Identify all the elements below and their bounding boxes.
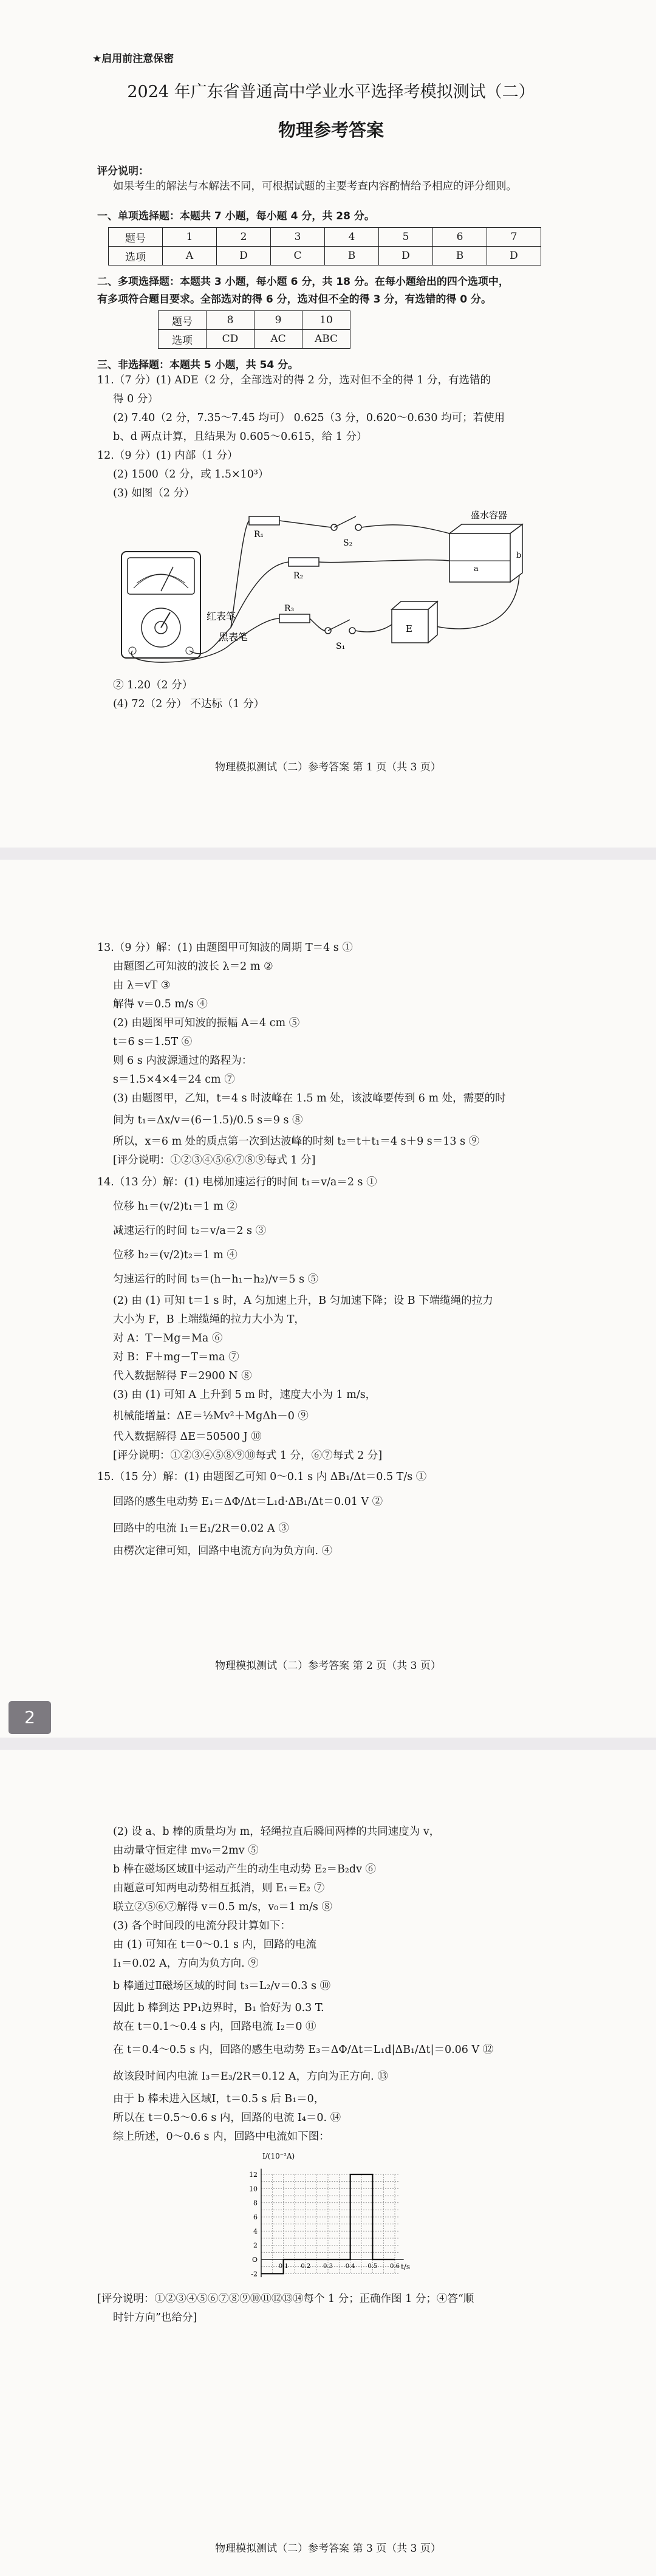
svg-text:S₁: S₁ [336,642,346,651]
chart-y-axis-label: I/(10⁻²A) [262,2152,295,2160]
q14-scoring: [评分说明：①②③④⑤⑧⑨⑩每式 1 分，⑥⑦每式 2 分] [113,1450,383,1462]
chart-x-tick-label: 0.3 [323,2263,333,2270]
confidential-mark: ★启用前注意保密 [92,53,174,65]
svg-text:a: a [474,564,479,574]
q15-line: 由 (1) 可知在 t＝0～0.1 s 内，回路的电流 [113,1939,317,1951]
chart-x-tick-label: 0.1 [278,2263,289,2270]
table-row [159,311,350,330]
q15-line: 由题意可知两电动势相互抵消，则 E₁＝E₂ ⑦ [113,1882,325,1894]
q12-line-5: (4) 72（2 分） 不达标（1 分） [113,698,265,710]
chart-grid [261,2174,399,2273]
table-cell: 3 [271,228,325,247]
water-container [449,510,522,582]
q12-line-4: ② 1.20（2 分） [113,679,193,691]
circuit-diagram [85,503,553,676]
chart-y-tick-label: -2 [251,2270,258,2278]
q14-line: (2) 由 (1) 可知 t＝1 s 时，A 匀加速上升，B 匀加速下降；设 B 下端缆绳的拉力 [113,1295,493,1307]
q15-line: 由楞次定律可知，回路中电流方向为负方向. ④ [113,1545,333,1557]
table-cell: A [163,247,217,265]
q13-scoring: [评分说明：①②③④⑤⑥⑦⑧⑨每式 1 分] [113,1154,316,1166]
q13-line: t＝6 s＝1.5T ⑥ [113,1036,193,1048]
q14-line: 14.（13 分）解：(1) 电梯加速运行的时间 t₁＝v/a＝2 s ① [97,1176,377,1188]
section1-heading: 一、单项选择题：本题共 7 小题，每小题 4 分，共 28 分。 [97,210,375,222]
q15-scoring-2: 时针方向”也给分] [113,2312,197,2324]
resistor-r2 [289,558,319,581]
svg-text:R₁: R₁ [254,530,264,540]
q15-line: I₁＝0.02 A，方向为负方向. ⑨ [113,1958,259,1970]
exam-title: 2024 年广东省普通高中学业水平选择考模拟测试（二） [127,83,535,101]
q11-line-1: 11.（7 分）(1) ADE（2 分，全部选对的得 2 分，选对但不全的得 1 分，有选错的 [97,374,491,386]
scoring-notes-body: 如果考生的解法与本解法不同，可根据试题的主要考查内容酌情给予相应的评分细则。 [113,180,517,193]
q13-line: 13.（9 分）解：(1) 由题图甲可知波的周期 T＝4 s ① [97,942,353,954]
q11-line-4: b、d 两点计算，且结果为 0.605～0.615，给 1 分） [113,431,367,443]
q15-line: 由于 b 棒未进入区域Ⅰ，t＝0.5 s 后 B₁＝0， [113,2093,325,2105]
q14-line: (3) 由 (1) 可知 A 上升到 5 m 时，速度大小为 1 m/s， [113,1389,377,1401]
table-cell: 题号 [109,228,163,247]
chart-y-tick-label: 2 [253,2241,258,2250]
q15-line: b 棒在磁场区域Ⅱ中运动产生的动生电动势 E₂＝B₂dv ⑥ [113,1863,377,1875]
q15-line: 联立②⑤⑥⑦解得 v＝0.5 m/s，v₀＝1 m/s ⑧ [113,1901,332,1913]
q14-line: 位移 h₁＝(v/2)t₁＝1 m ② [113,1201,237,1213]
q14-line: 对 B：F＋mg－T＝ma ⑦ [113,1351,239,1363]
q14-line: 代入数据解得 F＝2900 N ⑧ [113,1370,252,1382]
table-cell: D [487,247,541,265]
table-cell: 2 [217,228,271,247]
q14-line: 机械能增量：ΔE＝½Mv²＋MgΔh－0 ⑨ [113,1410,309,1422]
table-cell: D [217,247,271,265]
chart-y-tick-label: 6 [253,2213,258,2221]
q15-scoring-1: [评分说明：①②③④⑤⑥⑦⑧⑨⑩⑪⑫⑬⑭每个 1 分；正确作图 1 分；④答“顺 [97,2293,474,2305]
table-cell: B [433,247,487,265]
q13-line: (3) 由题图甲，乙知，t＝4 s 时波峰在 1.5 m 处，该波峰要传到 6 m 处，需要的时 [113,1092,506,1105]
answer-title: 物理参考答案 [278,120,384,140]
q15-line: 回路中的电流 I₁＝E₁/2R＝0.02 A ③ [113,1523,289,1535]
q14-line: 位移 h₂＝(v/2)t₂＝1 m ④ [113,1249,237,1261]
q15-line: 综上所述，0～0.6 s 内，回路中电流如下图： [113,2131,330,2143]
table-cell: 题号 [159,311,207,330]
page-footer-3: 物理模拟测试（二）参考答案 第 3 页（共 3 页） [215,2543,441,2555]
q13-line: 由题图乙可知波的波长 λ＝2 m ② [113,961,273,973]
resistor-r3 [279,604,310,623]
table-row [159,330,350,349]
current-time-chart [225,2150,419,2290]
chart-y-tick-label: O [251,2256,258,2264]
table-cell: 选项 [109,247,163,265]
q14-line: 对 A：T－Mg＝Ma ⑥ [113,1332,223,1345]
chart-x-tick-label: 0.2 [301,2263,311,2270]
chart-x-axis-label: t/s [401,2263,411,2271]
q15-line: 15.（15 分）解：(1) 由题图乙可知 0～0.1 s 内 ΔB₁/Δt＝0.5 T/s ① [97,1471,427,1483]
table-cell: 9 [255,311,302,330]
q12-line-1: 12.（9 分）(1) 内部（1 分） [97,450,238,462]
chart-x-tick-label: 0.5 [367,2263,378,2270]
chart-y-tick-label: 10 [249,2185,258,2193]
multimeter [121,552,200,658]
page-1 [0,0,656,848]
chart-ticks [249,2171,400,2278]
chart-axes [261,2169,404,2278]
table-cell: ABC [302,330,350,349]
q15-line: 由动量守恒定律 mv₀＝2mv ⑤ [113,1845,259,1857]
section2-heading-1: 二、多项选择题：本题共 3 小题，每小题 6 分，共 18 分。在每小题给出的四个选项中， [97,276,509,288]
section2-heading-2: 有多项符合题目要求。全部选对的得 6 分，选对但不全的得 3 分，有选错的得 0 分。 [97,293,491,306]
page-2 [0,860,656,1738]
svg-text:S₂: S₂ [343,538,353,548]
table-cell: D [379,247,433,265]
resistor-r1 [249,516,279,540]
red-lead-label: 红表笔 [207,611,236,622]
q14-line: 减速运行的时间 t₂＝v/a＝2 s ③ [113,1225,267,1237]
chart-y-tick-label: 12 [249,2171,258,2179]
table-cell: C [271,247,325,265]
svg-text:R₃: R₃ [284,604,295,614]
answer-table-2 [158,310,350,349]
page-footer-2: 物理模拟测试（二）参考答案 第 2 页（共 3 页） [215,1660,441,1672]
chart-x-tick-label: 0.6 [390,2263,400,2270]
table-cell: B [325,247,379,265]
battery-e [392,601,437,643]
table-cell: 4 [325,228,379,247]
q14-line: 大小为 F，B 上端缆绳的拉力大小为 T， [113,1314,305,1326]
q12-line-3: (3) 如图（2 分） [113,487,195,499]
chart-y-tick-label: 4 [253,2227,258,2236]
q13-line: s＝1.5×4×4＝24 cm ⑦ [113,1074,235,1086]
q15-line: 回路的感生电动势 E₁＝ΔΦ/Δt＝L₁d·ΔB₁/Δt＝0.01 V ② [113,1496,383,1508]
table-cell: AC [255,330,302,349]
q11-line-3: (2) 7.40（2 分，7.35～7.45 均可） 0.625（3 分，0.620～0.630 均可；若使用 [113,412,505,424]
q15-line: (2) 设 a、b 棒的质量均为 m，轻绳拉直后瞬间两棒的共同速度为 v， [113,1826,440,1838]
chart-y-tick-label: 8 [253,2199,258,2207]
page-footer-1: 物理模拟测试（二）参考答案 第 1 页（共 3 页） [215,761,441,773]
q13-line: (2) 由题图甲可知波的振幅 A＝4 cm ⑤ [113,1017,300,1029]
table-cell: CD [207,330,255,349]
q11-line-2: 得 0 分） [113,393,159,405]
black-lead-label: 黑表笔 [219,631,248,643]
table-cell: 10 [302,311,350,330]
q15-line: 因此 b 棒到达 PP₁边界时，B₁ 恰好为 0.3 T. [113,2002,324,2014]
q15-line: 在 t＝0.4～0.5 s 内，回路的感生电动势 E₃＝ΔΦ/Δt＝L₁d|ΔB₁/Δt|＝0.06 V ⑫ [113,2044,494,2056]
q13-line: 间为 t₁＝Δx/v＝(6－1.5)/0.5 s＝9 s ⑧ [113,1114,303,1126]
table-row [109,228,541,247]
q13-line: 所以，x＝6 m 处的质点第一次到达波峰的时刻 t₂＝t＋t₁＝4 s＋9 s＝13 s ⑨ [113,1136,480,1148]
q12-line-2: (2) 1500（2 分，或 1.5×10³） [113,468,269,481]
section3-heading: 三、非选择题：本题共 5 小题，共 54 分。 [97,359,299,371]
q13-line: 解得 v＝0.5 m/s ④ [113,998,208,1010]
page-number-badge: 2 [9,1701,51,1734]
q15-line: 所以在 t＝0.5～0.6 s 内，回路的电流 I₄＝0. ⑭ [113,2112,341,2124]
q13-line: 则 6 s 内波源通过的路程为： [113,1055,253,1067]
svg-text:R₂: R₂ [293,571,304,581]
q15-line: (3) 各个时间段的电流分段计算如下： [113,1920,291,1932]
chart-x-tick-label: 0.4 [345,2263,355,2270]
q15-line: b 棒通过Ⅱ磁场区域的时间 t₃＝L₂/v＝0.3 s ⑩ [113,1980,331,1992]
switch-s1 [325,620,355,651]
scoring-notes-heading: 评分说明： [97,165,149,177]
table-cell: 5 [379,228,433,247]
table-cell: 7 [487,228,541,247]
svg-text:b: b [516,551,522,560]
q15-line: 故该段时间内电流 I₃＝E₃/2R＝0.12 A，方向为正方向. ⑬ [113,2071,388,2083]
container-label: 盛水容器 [471,510,508,521]
table-cell: 选项 [159,330,207,349]
q15-line: 故在 t＝0.1～0.4 s 内，回路电流 I₂＝0 ⑪ [113,2021,316,2033]
q14-line: 匀速运行的时间 t₃＝(h－h₁－h₂)/v＝5 s ⑤ [113,1273,319,1286]
switch-s2 [331,516,361,548]
table-cell: 1 [163,228,217,247]
table-row [109,247,541,265]
table-cell: 6 [433,228,487,247]
table-cell: 8 [207,311,255,330]
page-3 [0,1750,656,2576]
answer-table-1 [108,227,541,265]
svg-text:E: E [406,623,412,634]
q14-line: 代入数据解得 ΔE＝50500 J ⑩ [113,1431,262,1443]
q13-line: 由 λ＝vT ③ [113,979,171,992]
